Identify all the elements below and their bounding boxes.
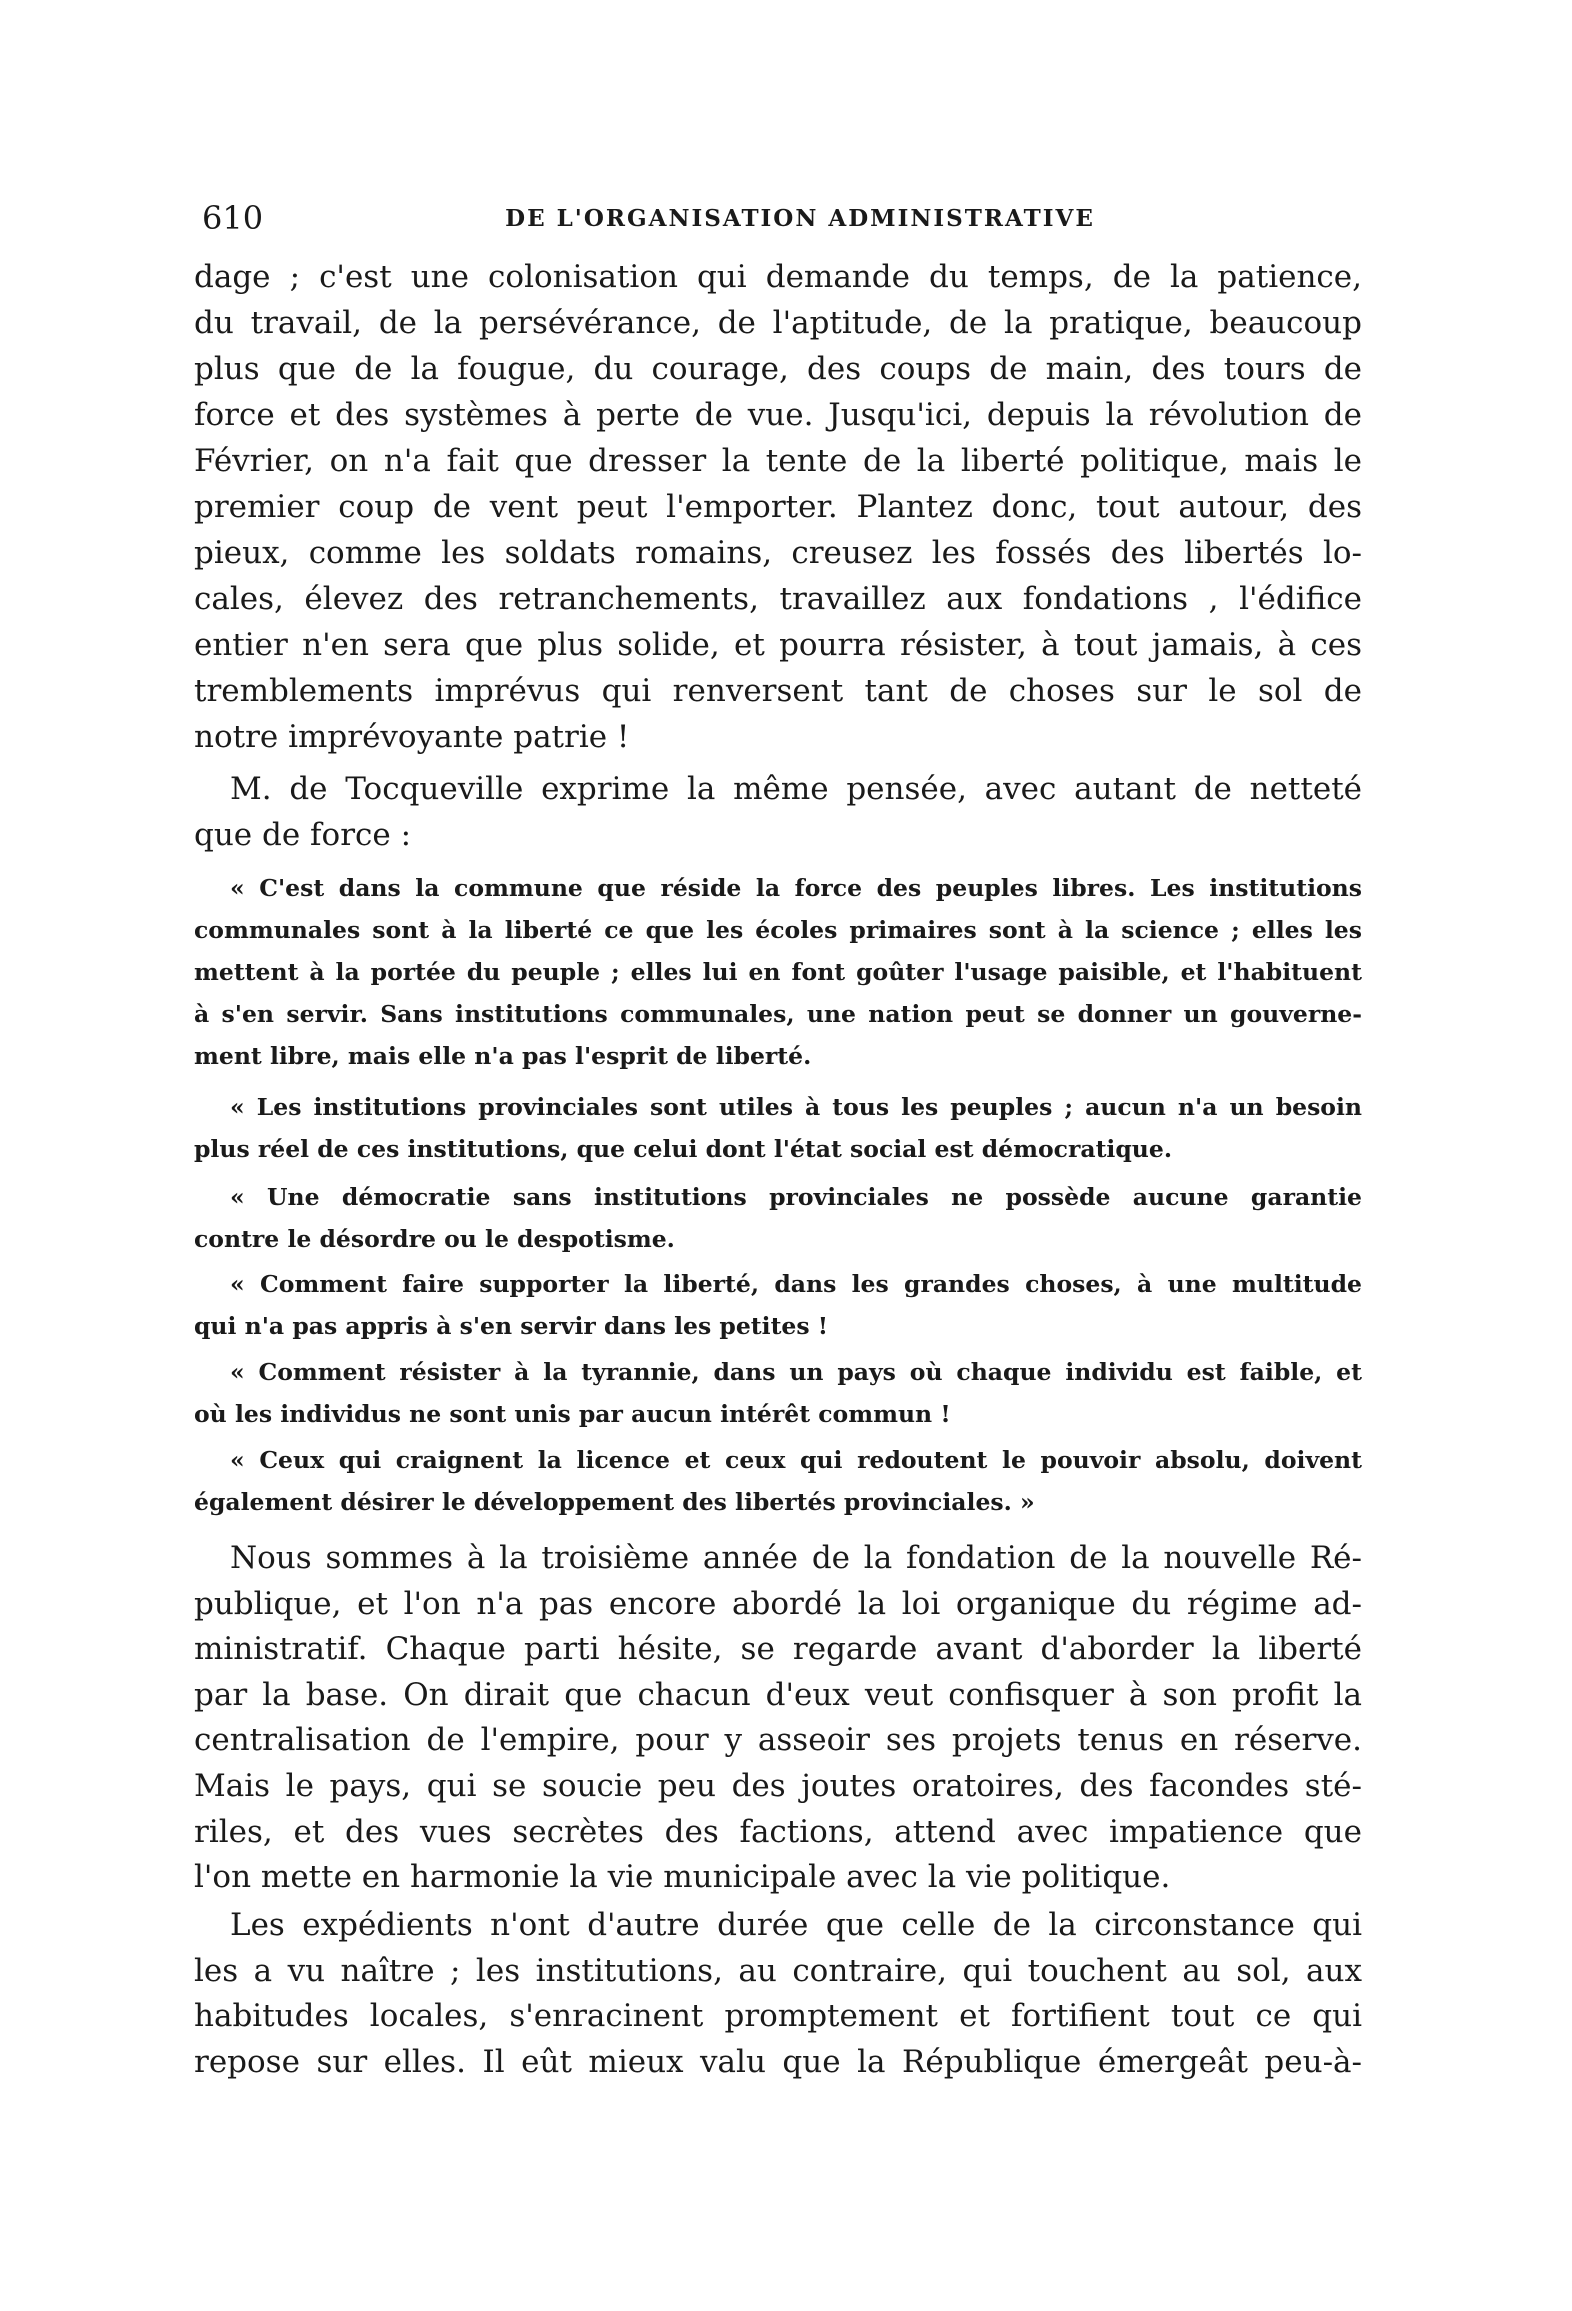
text-line: ment libre, mais elle n'a pas l'esprit de liberté.	[194, 1042, 812, 1070]
text-line: centralisation de l'empire, pour y asseoir ses projets tenus en réserve.	[194, 1722, 1362, 1759]
paragraph-tocqueville-intro	[194, 766, 1362, 858]
paragraph-continuation	[194, 254, 1362, 760]
text-line: plus réel de ces institutions, que celui dont l'état social est démocratique.	[194, 1135, 1173, 1163]
text-line: plus que de la fougue, du courage, des coups de main, des tours de	[194, 351, 1362, 387]
text-line: force et des systèmes à perte de vue. Jusqu'ici, depuis la révolution de	[194, 397, 1362, 433]
text-line: « Une démocratie sans institutions provinciales ne possède aucune garantie	[230, 1183, 1362, 1211]
text-line: également désirer le développement des libertés provinciales. »	[194, 1488, 1035, 1516]
quote-paragraph	[194, 1176, 1362, 1260]
text-line: communales sont à la liberté ce que les écoles primaires sont à la science ; elles les	[194, 916, 1362, 944]
text-line: cales, élevez des retranchements, travaillez aux fondations , l'édifice	[194, 581, 1362, 617]
text-line: que de force :	[194, 817, 412, 853]
text-line: repose sur elles. Il eût mieux valu que la République émergeât peu-à-	[194, 2043, 1362, 2080]
text-line: par la base. On dirait que chacun d'eux veut confisquer à son profit la	[194, 1676, 1362, 1713]
text-line: notre imprévoyante patrie !	[194, 719, 630, 755]
text-line: « Comment faire supporter la liberté, dans les grandes choses, à une multitude	[230, 1270, 1362, 1298]
text-line: entier n'en sera que plus solide, et pourra résister, à tout jamais, à ces	[194, 627, 1362, 663]
text-line: contre le désordre ou le despotisme.	[194, 1225, 675, 1253]
text-line: publique, et l'on n'a pas encore abordé la loi organique du régime ad-	[194, 1585, 1362, 1622]
text-line: Février, on n'a fait que dresser la tente de la liberté politique, mais le	[194, 443, 1362, 479]
text-line: « Les institutions provinciales sont utiles à tous les peuples ; aucun n'a un besoin	[230, 1093, 1362, 1121]
text-line: Les expédients n'ont d'autre durée que celle de la circonstance qui	[230, 1907, 1362, 1943]
text-line: « C'est dans la commune que réside la force des peuples libres. Les institutions	[230, 874, 1362, 902]
quote-paragraph	[194, 1351, 1362, 1435]
text-line: « Ceux qui craignent la licence et ceux qui redoutent le pouvoir absolu, doivent	[230, 1446, 1362, 1474]
quote-paragraph	[194, 867, 1362, 1077]
page-number: 610	[202, 199, 264, 237]
text-line: premier coup de vent peut l'emporter. Plantez donc, tout autour, des	[194, 489, 1362, 525]
text-line: M. de Tocqueville exprime la même pensée, avec autant de netteté	[230, 771, 1362, 807]
text-line: tremblements imprévus qui renversent tant de choses sur le sol de	[194, 673, 1362, 709]
text-line: qui n'a pas appris à s'en servir dans les petites !	[194, 1312, 829, 1340]
text-line: du travail, de la persévérance, de l'aptitude, de la pratique, beaucoup	[194, 305, 1362, 341]
text-line: à s'en servir. Sans institutions communales, une nation peut se donner un gouverne-	[194, 1000, 1362, 1028]
text-line: riles, et des vues secrètes des factions, attend avec impatience que	[194, 1813, 1362, 1850]
text-line: habitudes locales, s'enracinent promptement et fortifient tout ce qui	[194, 1998, 1362, 2035]
text-line: « Comment résister à la tyrannie, dans un pays où chaque individu est faible, et	[230, 1358, 1362, 1386]
text-line: pieux, comme les soldats romains, creusez les fossés des libertés lo-	[194, 535, 1362, 571]
text-line: Nous sommes à la troisième année de la fondation de la nouvelle Ré-	[230, 1540, 1362, 1576]
paragraph-republique	[194, 1536, 1362, 1901]
text-line: dage ; c'est une colonisation qui demande du temps, de la patience,	[194, 259, 1362, 295]
running-title: DE L'ORGANISATION ADMINISTRATIVE	[505, 205, 1095, 232]
text-line: mettent à la portée du peuple ; elles lui en font goûter l'usage paisible, et l'habituent	[194, 958, 1362, 986]
quote-paragraph	[194, 1439, 1362, 1523]
quote-paragraph	[194, 1263, 1362, 1347]
paragraph-expedients	[194, 1903, 1362, 2085]
text-line: ministratif. Chaque parti hésite, se regarde avant d'aborder la liberté	[194, 1631, 1362, 1668]
quote-paragraph	[194, 1086, 1362, 1170]
text-line: Mais le pays, qui se soucie peu des joutes oratoires, des facondes sté-	[194, 1767, 1362, 1804]
text-line: l'on mette en harmonie la vie municipale avec la vie politique.	[194, 1859, 1171, 1896]
text-line: où les individus ne sont unis par aucun intérêt commun !	[194, 1400, 951, 1428]
text-line: les a vu naître ; les institutions, au contraire, qui touchent au sol, aux	[194, 1952, 1362, 1989]
